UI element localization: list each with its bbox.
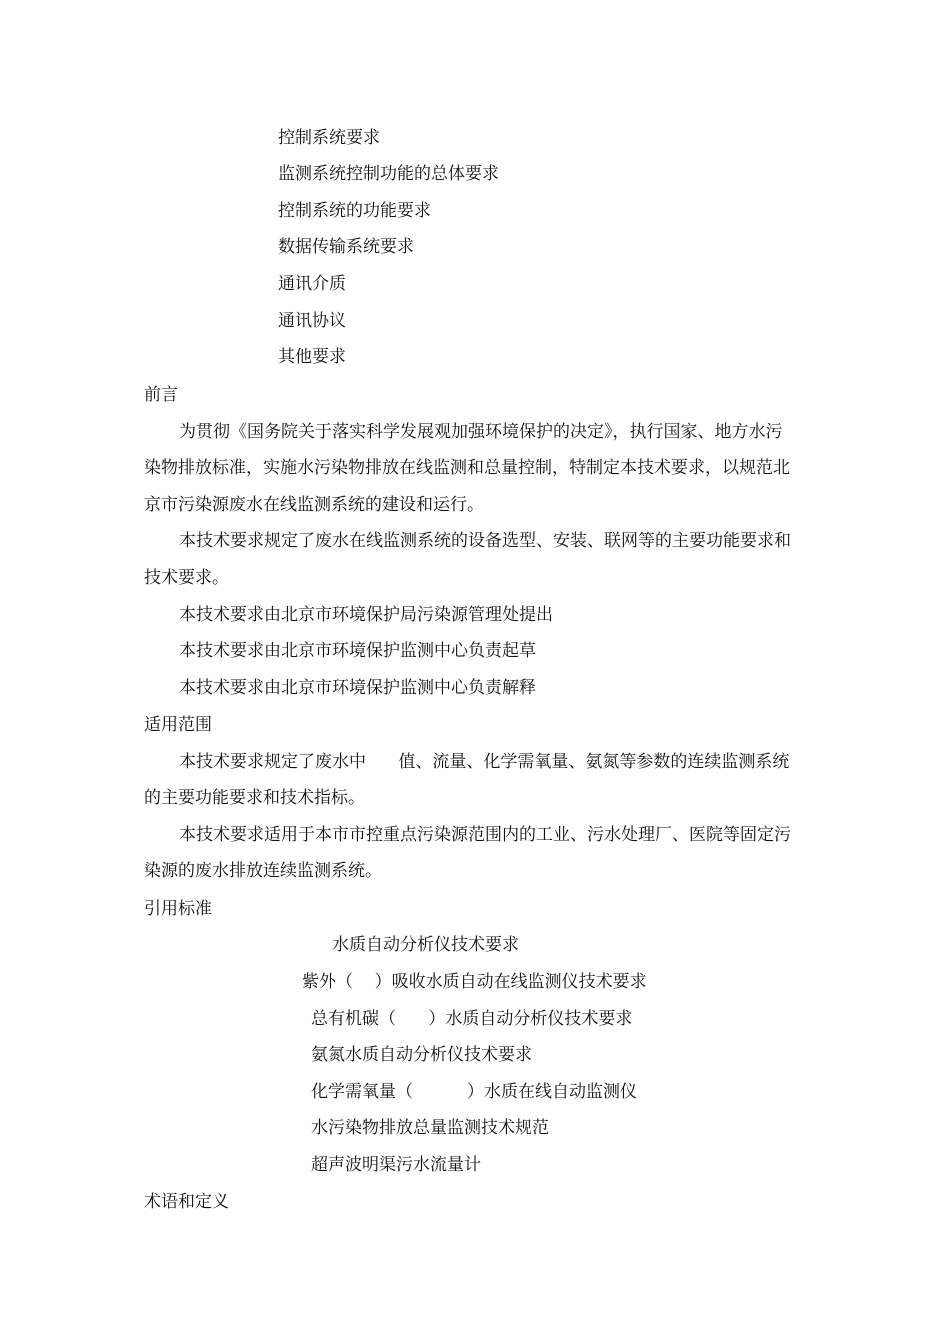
reference-item: 水质自动分析仪技术要求: [332, 935, 519, 955]
reference-item: 总有机碳（ ）水质自动分析仪技术要求: [311, 1009, 633, 1029]
references-heading: 引用标准: [144, 899, 212, 919]
foreword-paragraph-line: 染物排放标准，实施水污染物排放在线监测和总量控制，特制定本技术要求，以规范北: [144, 458, 790, 478]
foreword-proposed-by: 本技术要求由北京市环境保护局污染源管理处提出: [179, 605, 553, 625]
reference-item: 超声波明渠污水流量计: [311, 1155, 481, 1175]
scope-paragraph-line: 本技术要求适用于本市市控重点污染源范围内的工业、污水处理厂、医院等固定污: [179, 825, 791, 845]
toc-item[interactable]: 数据传输系统要求: [278, 237, 414, 257]
reference-item: 紫外（ ）吸收水质自动在线监测仪技术要求: [302, 972, 647, 992]
toc-item[interactable]: 其他要求: [278, 347, 346, 367]
reference-item: 化学需氧量（ ）水质在线自动监测仪: [311, 1082, 638, 1102]
foreword-drafted-by: 本技术要求由北京市环境保护监测中心负责起草: [179, 641, 536, 661]
reference-item: 水污染物排放总量监测技术规范: [311, 1118, 549, 1138]
toc-item[interactable]: 通讯协议: [278, 311, 346, 331]
scope-paragraph-line: 本技术要求规定了废水中 值、流量、化学需氧量、氨氮等参数的连续监测系统: [179, 752, 790, 772]
toc-item[interactable]: 控制系统的功能要求: [278, 201, 431, 221]
toc-item[interactable]: 控制系统要求: [278, 128, 380, 148]
toc-item[interactable]: 监测系统控制功能的总体要求: [278, 164, 499, 184]
terms-heading: 术语和定义: [144, 1192, 229, 1212]
foreword-paragraph-line: 技术要求。: [144, 568, 229, 588]
foreword-paragraph-line: 为贯彻《国务院关于落实科学发展观加强环境保护的决定》，执行国家、地方水污: [179, 422, 783, 442]
toc-item[interactable]: 通讯介质: [278, 274, 346, 294]
foreword-heading: 前言: [144, 385, 178, 405]
scope-heading: 适用范围: [144, 715, 212, 735]
scope-paragraph-line: 的主要功能要求和技术指标。: [144, 788, 365, 808]
foreword-paragraph-line: 京市污染源废水在线监测系统的建设和运行。: [144, 495, 484, 515]
scope-paragraph-line: 染源的废水排放连续监测系统。: [144, 861, 382, 881]
foreword-interpreted-by: 本技术要求由北京市环境保护监测中心负责解释: [179, 678, 536, 698]
reference-item: 氨氮水质自动分析仪技术要求: [311, 1045, 532, 1065]
foreword-paragraph-line: 本技术要求规定了废水在线监测系统的设备选型、安装、联网等的主要功能要求和: [179, 531, 791, 551]
